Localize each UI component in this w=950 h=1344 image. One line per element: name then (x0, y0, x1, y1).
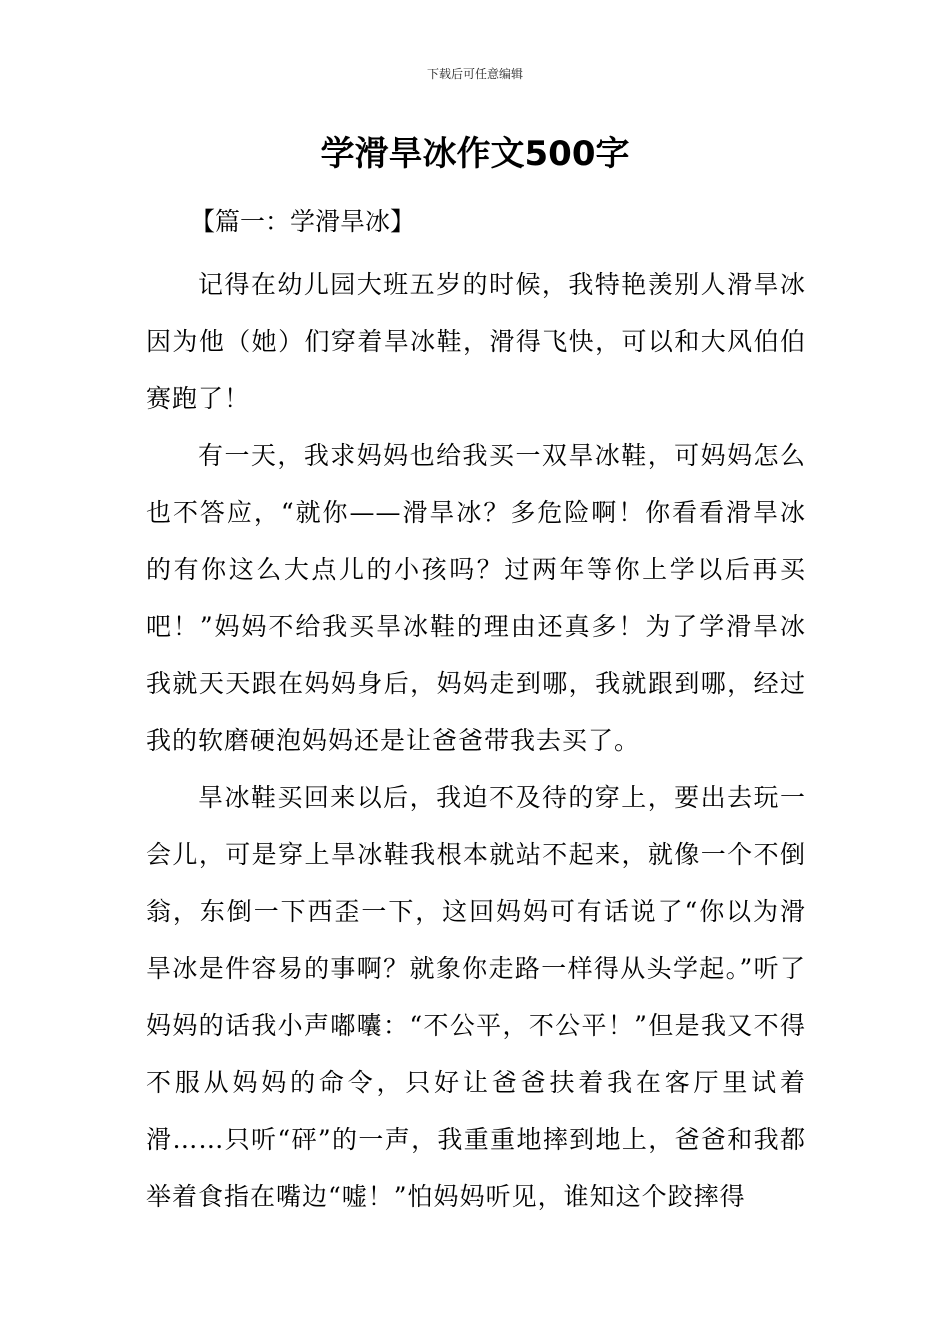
header-note: 下载后可任意编辑 (426, 67, 523, 81)
paragraph-3: 旱冰鞋买回来以后，我迫不及待的穿上，要出去玩一会儿，可是穿上旱冰鞋我根本就站不起来，就像一个不倒翁，东倒一下西歪一下，这回妈妈可有话说了“你以为滑旱冰是件容易的事啊？就象你走路一样得从头学起。”听了妈妈的话我小声嘟囔：“不公平，不公平！”但是我又不得不服从妈妈的命令，只好让爸爸扶着我在客厅里试着滑……只听“砰”的一声，我重重地摔到地上，爸爸和我都举着食指在嘴边“嘘！”怕妈妈听见，谁知这个跤摔得 (146, 783, 806, 1211)
document-title: 学滑旱冰作文500字 (320, 134, 630, 174)
document-body (146, 256, 806, 1225)
paragraph-2: 有一天，我求妈妈也给我买一双旱冰鞋，可妈妈怎么也不答应，“就你——滑旱冰？多危险啊！你看看滑旱冰的有你这么大点儿的小孩吗？过两年等你上学以后再买吧！”妈妈不给我买旱冰鞋的理由还真多！为了学滑旱冰我就天天跟在妈妈身后，妈妈走到哪，我就跟到哪，经过我的软磨硬泡妈妈还是让爸爸带我去买了。 (146, 441, 806, 755)
section-heading: 【篇一：学滑旱冰】 (190, 207, 416, 236)
paragraph-1: 记得在幼儿园大班五岁的时候，我特艳羡别人滑旱冰因为他（她）们穿着旱冰鞋，滑得飞快，可以和大风伯伯赛跑了！ (146, 270, 806, 413)
